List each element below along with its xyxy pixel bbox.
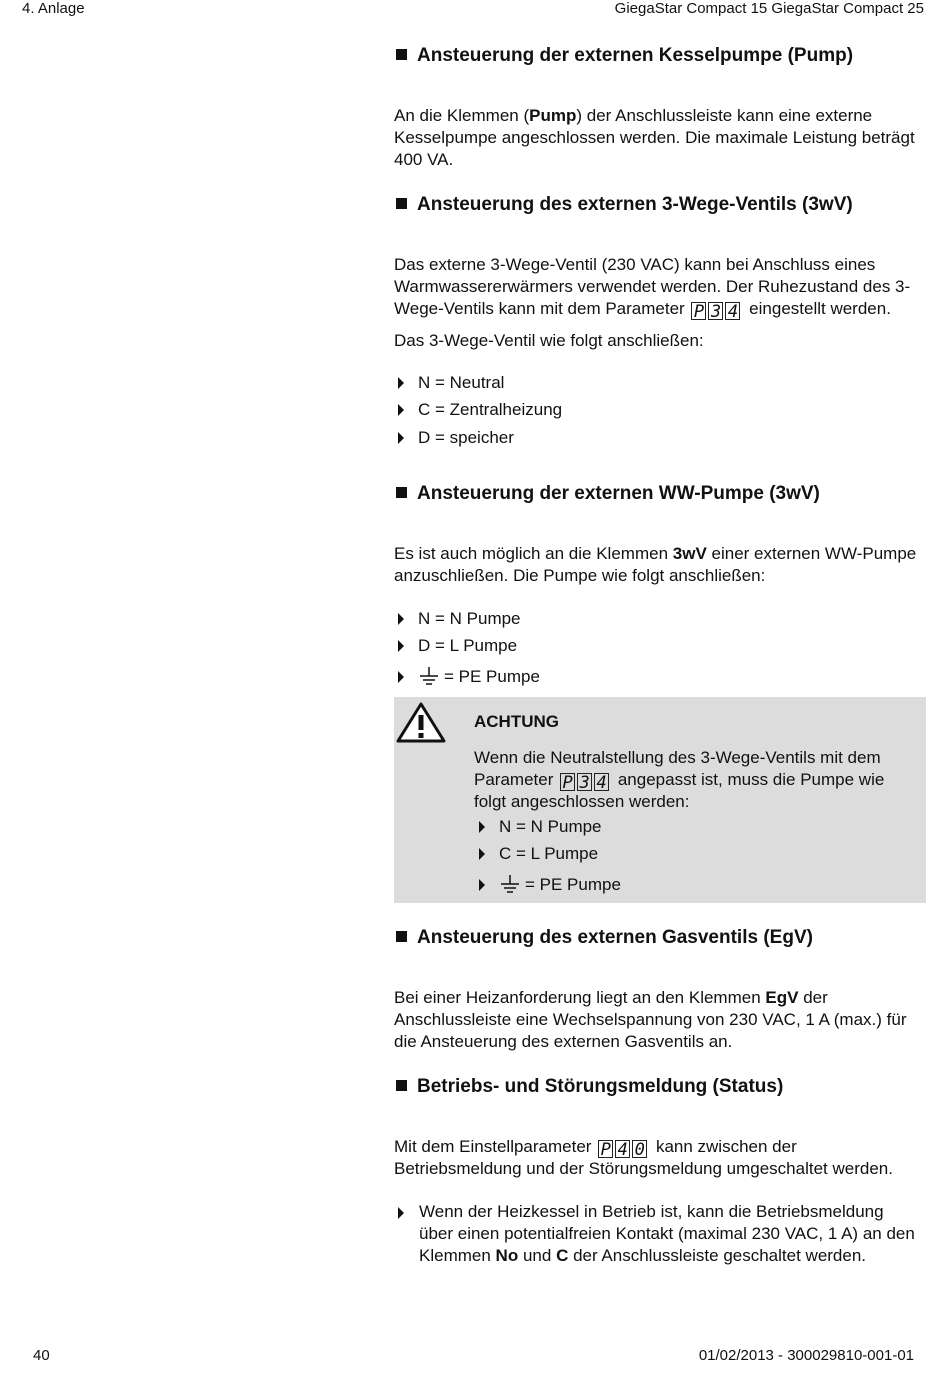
heading-status xyxy=(396,1075,783,1099)
paragraph-gas: Bei einer Heizanforderung liegt an den Klemmen EgV der Anschlussleiste eine Wechselspannung von 230 VAC, 1 A (max.) für die Ansteuerung des externen Gasventils an. xyxy=(394,988,907,1051)
list-item xyxy=(398,1202,418,1224)
paragraph-pump: An die Klemmen (Pump) der Anschlussleiste kann eine externe Kesselpumpe angeschlossen werden. Die maximale Leistung beträgt 400 VA. xyxy=(394,106,915,169)
triangle-bullet-icon xyxy=(479,821,485,833)
heading-text: Ansteuerung des externen 3-Wege-Ventils (3wV) xyxy=(417,194,853,215)
parameter-p34-display: P 3 4 xyxy=(560,769,611,791)
square-bullet-icon xyxy=(396,487,407,498)
list-item: N = N Pumpe xyxy=(479,816,602,838)
parameter-p40-display: P 4 0 xyxy=(598,1136,649,1158)
page-number: 40 xyxy=(33,1347,50,1364)
square-bullet-icon xyxy=(396,931,407,942)
earth-ground-icon xyxy=(499,874,521,896)
heading-text: Betriebs- und Störungsmeldung (Status) xyxy=(417,1076,784,1097)
list-item: N = Neutral xyxy=(398,372,504,394)
warning-triangle-icon xyxy=(395,701,447,743)
product-label: GiegaStar Compact 15 GiegaStar Compact 25 xyxy=(614,0,924,17)
paragraph-valve-connect: Das 3-Wege-Ventil wie folgt anschließen: xyxy=(394,331,704,350)
heading-ww-pump xyxy=(396,482,820,506)
triangle-bullet-icon xyxy=(398,432,404,444)
list-item: D = L Pumpe xyxy=(398,635,517,657)
document-id: 01/02/2013 - 300029810-001-01 xyxy=(698,1347,914,1364)
list-item: C = Zentralheizung xyxy=(398,399,562,421)
list-item: N = N Pumpe xyxy=(398,608,521,630)
list-item: C = L Pumpe xyxy=(479,843,598,865)
heading-text: Ansteuerung der externen WW-Pumpe (3wV) xyxy=(417,483,820,504)
list-item: = PE Pumpe xyxy=(398,666,540,688)
warning-text: Wenn die Neutralstellung des 3-Wege-Ventils mit dem Parameter P 3 4 angepasst ist, muss die Pumpe wie folgt angeschlossen werden: xyxy=(474,748,885,811)
heading-text: Ansteuerung des externen Gasventils (EgV) xyxy=(417,927,813,948)
paragraph-valve: Das externe 3-Wege-Ventil (230 VAC) kann bei Anschluss eines Warmwassererwärmers verwendet werden. Der Ruhezustand des 3- Wege-Ventils kann mit dem Parameter P 3 4 eingestellt werden. xyxy=(394,255,911,322)
warning-title: ACHTUNG xyxy=(474,712,559,731)
triangle-bullet-icon xyxy=(398,613,404,625)
list-item: D = speicher xyxy=(398,427,514,449)
triangle-bullet-icon xyxy=(398,377,404,389)
heading-valve xyxy=(396,193,853,217)
heading-text: Ansteuerung der externen Kesselpumpe (Pump) xyxy=(417,45,854,66)
triangle-bullet-icon xyxy=(398,1207,404,1219)
earth-ground-icon xyxy=(418,666,440,688)
chapter-label: 4. Anlage xyxy=(22,0,85,17)
paragraph-status: Mit dem Einstellparameter P 4 0 kann zwischen der Betriebsmeldung und der Störungsmeldung umgeschaltet werden. xyxy=(394,1137,893,1178)
triangle-bullet-icon xyxy=(479,879,485,891)
list-item-text: Wenn der Heizkessel in Betrieb ist, kann die Betriebsmeldung über einen potentialfreien Kontakt (maximal 230 VAC, 1 A) an den Klemmen No und C der Anschlussleiste geschaltet werden. xyxy=(419,1202,915,1265)
triangle-bullet-icon xyxy=(398,671,404,683)
square-bullet-icon xyxy=(396,1080,407,1091)
square-bullet-icon xyxy=(396,198,407,209)
heading-pump xyxy=(396,44,853,68)
list-item: = PE Pumpe xyxy=(479,874,621,896)
parameter-p34-display: P 3 4 xyxy=(691,298,742,320)
triangle-bullet-icon xyxy=(398,404,404,416)
heading-gas-valve xyxy=(396,926,813,950)
triangle-bullet-icon xyxy=(479,848,485,860)
square-bullet-icon xyxy=(396,49,407,60)
triangle-bullet-icon xyxy=(398,640,404,652)
paragraph-ww: Es ist auch möglich an die Klemmen 3wV einer externen WW-Pumpe anzuschließen. Die Pumpe wie folgt anschließen: xyxy=(394,544,917,585)
